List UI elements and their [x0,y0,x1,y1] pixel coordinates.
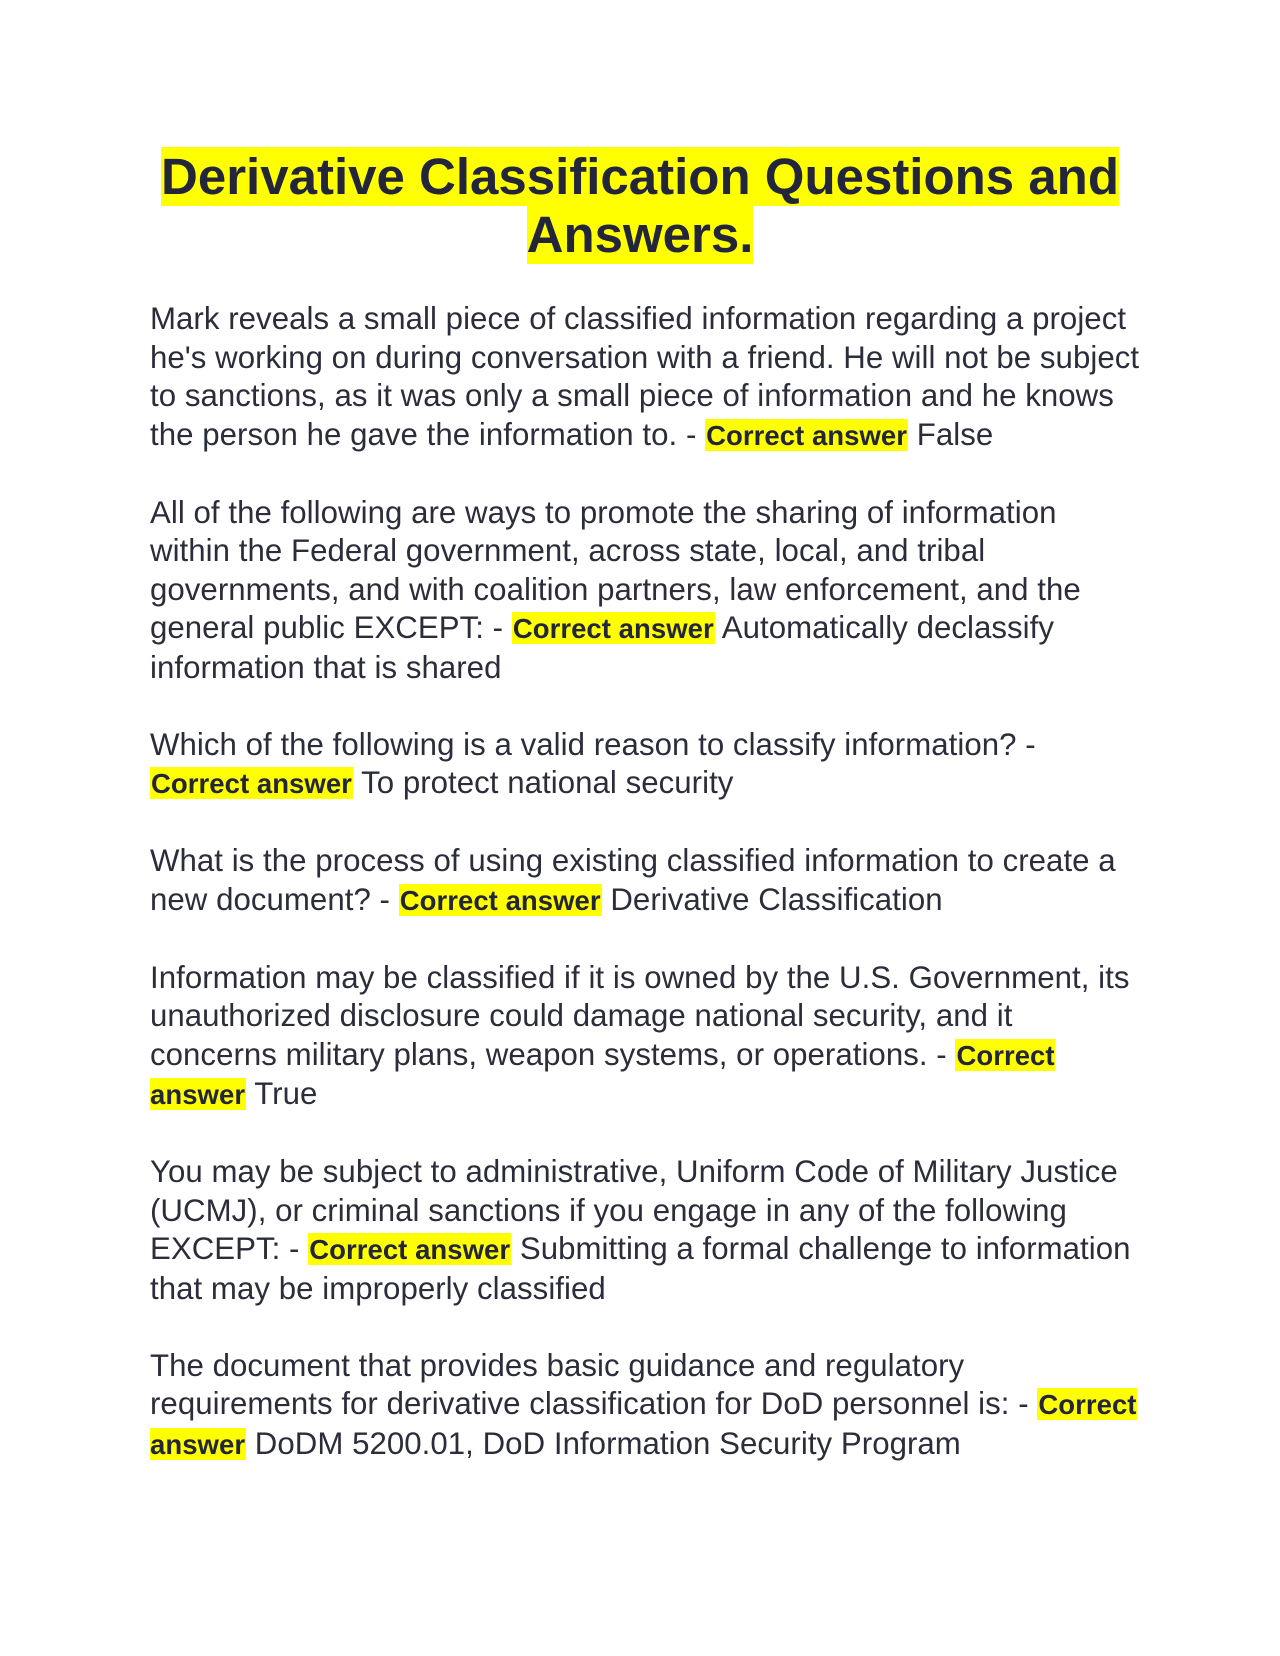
answer-text: False [916,416,994,452]
answer-text: DoDM 5200.01, DoD Information Security Program [254,1425,961,1461]
answer-text: To protect national security [361,765,734,800]
question-text: Which of the following is a valid reason to classify information? - [150,726,1036,762]
page-title [150,148,1130,264]
qa-item [150,726,1140,804]
question-text: You may be subject to administrative, Uniform Code of Military Justice (UCMJ), or criminal sanctions if you engage in any of the following EXCEPT: - [150,1154,1118,1266]
answer-text: Automatically declassify information that is shared [150,610,1054,685]
correct-answer-tag: Correct answer [399,884,601,916]
correct-answer-tag: Correct answer [706,419,908,451]
qa-item [150,959,1140,1115]
answer-text: True [254,1076,318,1111]
answer-text: Derivative Classification [610,881,943,917]
correct-answer-tag: Correct answer [151,768,352,799]
question-text: The document that provides basic guidance and regulatory requirements for derivative classification for DoD personnel is: - [150,1347,1029,1421]
qa-list [150,300,1140,1503]
qa-item [150,842,1140,920]
qa-item [150,1347,1140,1465]
question-text: What is the process of using existing classified information to create a new document? - [150,843,1116,917]
correct-answer-tag: Correct answer [309,1234,511,1265]
question-text: Mark reveals a small piece of classified information regarding a project he's working on during conversation with a friend. He will not be subject to sanctions, as it was only a small piece of information and he knows the person he gave the information to. - [150,301,1140,452]
correct-answer-tag: Correct answer [150,1039,1055,1110]
title-highlight: Derivative Classification Questions and Answers. [161,148,1119,263]
qa-item [150,1153,1140,1308]
qa-item [150,494,1140,688]
question-text: All of the following are ways to promote the sharing of information within the Federal government, across state, local, and tribal governments, and with coalition partners, law enforcement, and the general public EXCEPT: - [150,494,1081,645]
question-text: Information may be classified if it is owned by the U.S. Government, its unauthorized disclosure could damage national security, and it concerns military plans, weapon systems, or operations. - [150,959,1130,1072]
answer-text: Submitting a formal challenge to information that may be improperly classified [150,1231,1131,1306]
correct-answer-tag: Correct answer [150,1389,1137,1460]
correct-answer-tag: Correct answer [512,613,714,644]
qa-item [150,300,1140,455]
